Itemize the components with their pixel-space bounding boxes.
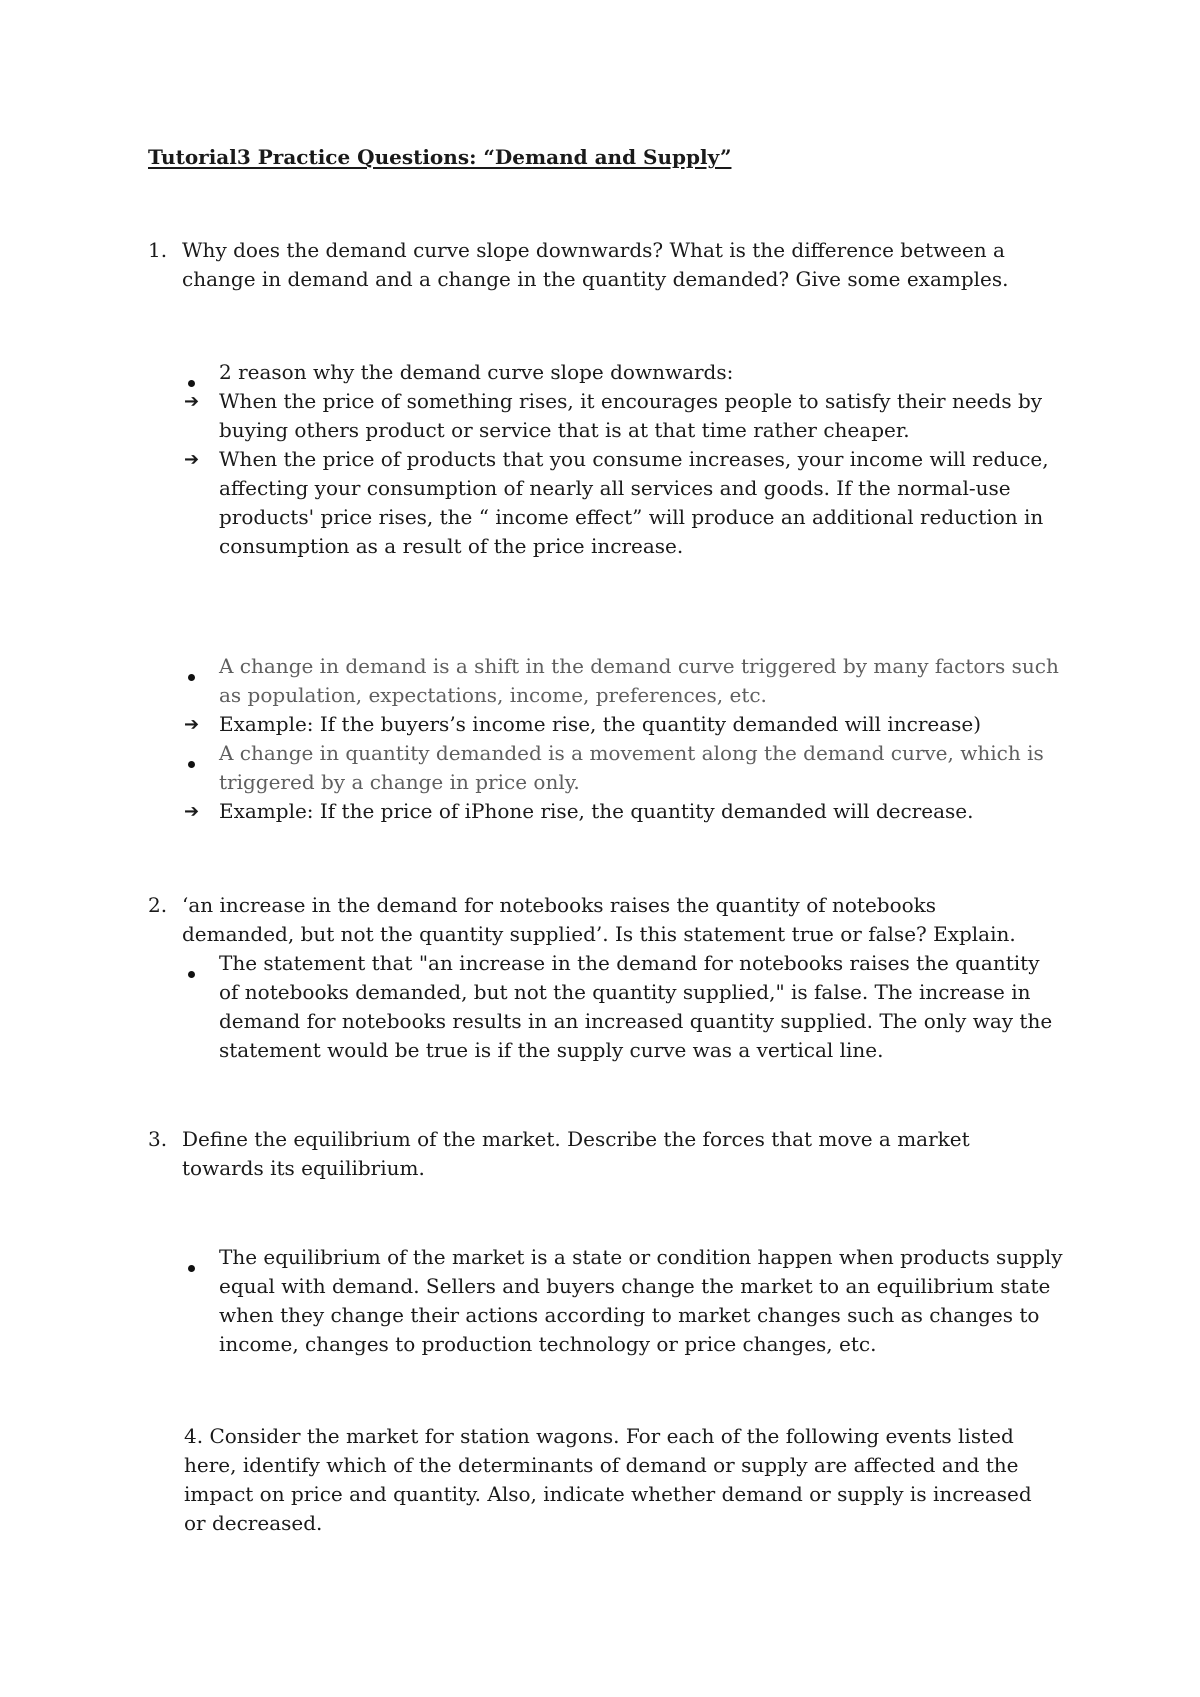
list-item	[184, 1243, 1064, 1359]
list-item	[184, 710, 1064, 739]
question-number: 1.	[148, 238, 168, 262]
question-text: 4. Consider the market for station wagons. For each of the following events listed here, identify which of the determinants of demand or supply are affected and the impact on price and quantity. Also, indicate whether demand or supply is increased or decreased.	[184, 1424, 1032, 1535]
bullet-icon	[184, 358, 206, 387]
list-item	[184, 358, 1064, 387]
list-item	[184, 739, 1064, 797]
bullet-icon	[184, 652, 206, 681]
list-item	[184, 797, 1064, 826]
list-item	[184, 445, 1064, 561]
question-text: Why does the demand curve slope downwards? What is the difference between a change in demand and a change in the quantity demanded? Give some examples.	[182, 238, 1009, 291]
question-1	[148, 236, 1048, 294]
list-item-text: The statement that "an increase in the demand for notebooks raises the quantity of notebooks demanded, but not the quantity supplied," is false. The increase in demand for notebooks results in an increased quantity supplied. The only way the statement would be true is if the supply curve was a vertical line.	[219, 951, 1053, 1062]
arrow-icon: ➔	[184, 449, 200, 470]
list-item-text: When the price of something rises, it encourages people to satisfy their needs by buying others product or service that is at that time rather cheaper.	[219, 389, 1043, 442]
bullet-icon	[184, 1243, 206, 1272]
list-item-text: A change in quantity demanded is a movement along the demand curve, which is triggered by a change in price only.	[219, 741, 1044, 794]
list-item-text: Example: If the buyers’s income rise, the quantity demanded will increase)	[219, 712, 982, 736]
list-item	[184, 387, 1064, 445]
question-text: ‘an increase in the demand for notebooks raises the quantity of notebooks demanded, but not the quantity supplied’. Is this statement true or false? Explain.	[182, 893, 1016, 946]
bullet-icon	[184, 739, 206, 768]
list-item-text: 2 reason why the demand curve slope downwards:	[219, 360, 734, 384]
question-number: 3.	[148, 1127, 168, 1151]
question-4	[184, 1422, 1054, 1538]
list-item-text: The equilibrium of the market is a state or condition happen when products supply equal with demand. Sellers and buyers change the market to an equilibrium state when they change their actions according to market changes such as changes to income, changes to production technology or price changes, etc.	[219, 1245, 1063, 1356]
question-text: Define the equilibrium of the market. Describe the forces that move a market towards its equilibrium.	[182, 1127, 970, 1180]
arrow-icon: ➔	[184, 714, 200, 735]
bullet-icon	[184, 949, 206, 978]
question-number: 2.	[148, 893, 168, 917]
question-3	[148, 1125, 1048, 1183]
arrow-icon: ➔	[184, 801, 200, 822]
question-2	[148, 891, 1048, 949]
list-item	[184, 652, 1064, 710]
arrow-icon: ➔	[184, 391, 200, 412]
list-item-text: When the price of products that you consume increases, your income will reduce, affecting your consumption of nearly all services and goods. If the normal-use products' price rises, the “ income effect” will produce an additional reduction in consumption as a result of the price increase.	[219, 447, 1049, 558]
page-title: Tutorial3 Practice Questions: “Demand and Supply”	[148, 145, 732, 169]
list-item-text: Example: If the price of iPhone rise, the quantity demanded will decrease.	[219, 799, 974, 823]
list-item-text: A change in demand is a shift in the demand curve triggered by many factors such as population, expectations, income, preferences, etc.	[219, 654, 1059, 707]
list-item	[184, 949, 1064, 1065]
